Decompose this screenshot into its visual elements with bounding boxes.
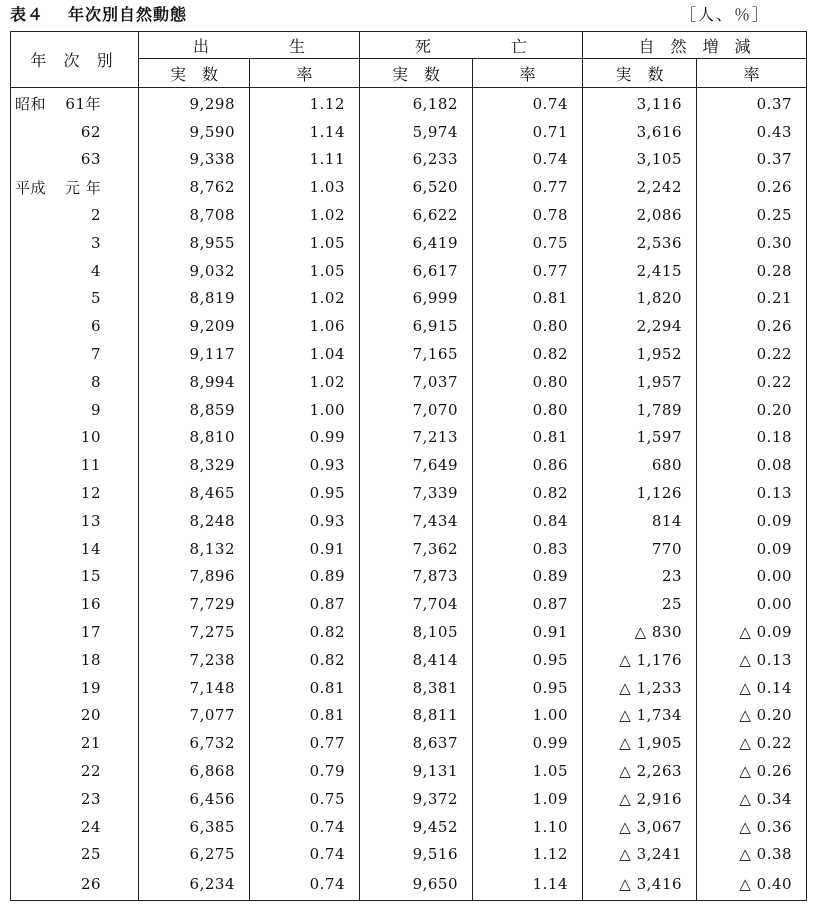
table-row [11, 340, 807, 368]
death-rate-cell: 0.99 [473, 729, 583, 757]
births-count-cell: 8,248 [139, 507, 250, 535]
natural-change-rate-cell: △ 0.26 [697, 757, 807, 785]
table-number: 表４ [10, 5, 45, 24]
births-header: 出 生 [139, 32, 360, 59]
birth-rate-cell: 1.05 [250, 229, 360, 257]
death-rate-cell: 0.84 [473, 507, 583, 535]
natural-change-count-cell: △ 3,416 [583, 868, 697, 901]
births-count-cell: 6,275 [139, 841, 250, 869]
table-row [11, 396, 807, 424]
death-rate-cell: 0.95 [473, 646, 583, 674]
birth-rate-cell: 0.82 [250, 618, 360, 646]
table-row [11, 785, 807, 813]
birth-rate-cell: 1.11 [250, 146, 360, 174]
deaths-header: 死 亡 [360, 32, 583, 59]
births-count-cell: 9,298 [139, 88, 250, 118]
birth-rate-cell: 1.02 [250, 368, 360, 396]
natural-change-count-cell: 23 [583, 563, 697, 591]
natural-change-count-cell: 2,536 [583, 229, 697, 257]
deaths-count-cell: 7,070 [360, 396, 473, 424]
natural-count-header: 実 数 [583, 59, 697, 88]
table-row [11, 618, 807, 646]
deaths-count-cell: 5,974 [360, 118, 473, 146]
year-cell [11, 424, 139, 452]
table-row [11, 118, 807, 146]
deaths-count-cell: 6,915 [360, 312, 473, 340]
natural-change-count-cell: △ 2,263 [583, 757, 697, 785]
table-row [11, 424, 807, 452]
deaths-count-cell: 8,414 [360, 646, 473, 674]
deaths-count-cell: 6,617 [360, 257, 473, 285]
year-cell [11, 285, 139, 313]
natural-change-count-cell: △ 830 [583, 618, 697, 646]
year-cell [11, 507, 139, 535]
births-count-cell: 6,732 [139, 729, 250, 757]
natural-change-rate-cell: △ 0.38 [697, 841, 807, 869]
births-count-cell: 8,955 [139, 229, 250, 257]
table-row [11, 563, 807, 591]
births-count-cell: 7,077 [139, 702, 250, 730]
deaths-count-cell: 7,704 [360, 590, 473, 618]
table-row [11, 868, 807, 901]
death-rate-cell: 0.87 [473, 590, 583, 618]
births-count-cell: 7,729 [139, 590, 250, 618]
births-count-cell: 7,148 [139, 674, 250, 702]
natural-change-count-cell: △ 2,916 [583, 785, 697, 813]
table-body [11, 88, 807, 901]
natural-change-rate-cell: 0.00 [697, 590, 807, 618]
death-rate-cell: 0.81 [473, 285, 583, 313]
year-cell [11, 201, 139, 229]
year-cell [11, 674, 139, 702]
death-rate-cell: 0.82 [473, 340, 583, 368]
birth-rate-cell: 0.82 [250, 646, 360, 674]
deaths-count-cell: 6,419 [360, 229, 473, 257]
year-cell [11, 868, 139, 901]
natural-change-rate-cell: △ 0.20 [697, 702, 807, 730]
natural-change-count-cell: △ 1,905 [583, 729, 697, 757]
death-rate-cell: 1.00 [473, 702, 583, 730]
year-cell [11, 729, 139, 757]
birth-rate-cell: 0.99 [250, 424, 360, 452]
table-row [11, 201, 807, 229]
death-rate-cell: 0.77 [473, 173, 583, 201]
deaths-count-cell: 8,637 [360, 729, 473, 757]
births-count-cell: 8,994 [139, 368, 250, 396]
natural-change-count-cell: 25 [583, 590, 697, 618]
natural-change-rate-cell: △ 0.34 [697, 785, 807, 813]
natural-change-rate-cell: △ 0.09 [697, 618, 807, 646]
natural-change-count-cell: △ 3,241 [583, 841, 697, 869]
death-rate-cell: 0.83 [473, 535, 583, 563]
birth-rate-cell: 0.93 [250, 507, 360, 535]
birth-rate-cell: 1.03 [250, 173, 360, 201]
year-label: 10 [80, 428, 101, 447]
birth-rate-cell: 1.06 [250, 312, 360, 340]
year-label: 22 [80, 762, 101, 781]
natural-change-count-cell: 2,242 [583, 173, 697, 201]
natural-rate-header: 率 [697, 59, 807, 88]
births-count-cell: 7,896 [139, 563, 250, 591]
births-count-cell: 8,465 [139, 479, 250, 507]
table-row [11, 285, 807, 313]
natural-change-count-cell: 3,105 [583, 146, 697, 174]
natural-change-rate-cell: △ 0.40 [697, 868, 807, 901]
natural-change-rate-cell: △ 0.13 [697, 646, 807, 674]
deaths-count-cell: 7,649 [360, 451, 473, 479]
deaths-count-cell: 7,037 [360, 368, 473, 396]
deaths-count-cell: 9,452 [360, 813, 473, 841]
deaths-count-cell: 9,372 [360, 785, 473, 813]
table-row [11, 757, 807, 785]
table-row [11, 88, 807, 118]
year-label: 12 [80, 484, 101, 503]
birth-rate-cell: 0.77 [250, 729, 360, 757]
table-row [11, 173, 807, 201]
natural-change-count-cell: 1,597 [583, 424, 697, 452]
year-cell [11, 257, 139, 285]
birth-rate-cell: 0.91 [250, 535, 360, 563]
year-label: 8 [90, 372, 101, 391]
year-cell [11, 229, 139, 257]
natural-change-rate-cell: 0.26 [697, 312, 807, 340]
year-cell [11, 757, 139, 785]
natural-change-rate-cell: 0.22 [697, 340, 807, 368]
births-rate-header: 率 [250, 59, 360, 88]
deaths-count-cell: 6,999 [360, 285, 473, 313]
deaths-count-cell: 7,213 [360, 424, 473, 452]
natural-change-rate-cell: △ 0.22 [697, 729, 807, 757]
natural-change-rate-cell: 0.25 [697, 201, 807, 229]
natural-change-count-cell: △ 1,233 [583, 674, 697, 702]
year-label: 3 [90, 233, 101, 252]
natural-change-rate-cell: 0.13 [697, 479, 807, 507]
natural-change-count-cell: 1,126 [583, 479, 697, 507]
birth-rate-cell: 0.95 [250, 479, 360, 507]
unit-label: ［人、％］ [679, 5, 770, 24]
deaths-count-cell: 8,381 [360, 674, 473, 702]
year-label: 18 [80, 650, 101, 669]
table-row [11, 479, 807, 507]
table-row [11, 590, 807, 618]
year-label: 23 [80, 789, 101, 808]
natural-change-count-cell: 814 [583, 507, 697, 535]
natural-change-count-cell: 2,086 [583, 201, 697, 229]
death-rate-cell: 0.89 [473, 563, 583, 591]
year-label: 24 [80, 817, 101, 836]
natural-change-rate-cell: 0.37 [697, 146, 807, 174]
year-label: 20 [80, 706, 101, 725]
table-row [11, 674, 807, 702]
birth-rate-cell: 0.89 [250, 563, 360, 591]
natural-change-count-cell: 1,952 [583, 340, 697, 368]
deaths-count-cell: 7,873 [360, 563, 473, 591]
year-label: 62 [80, 122, 101, 141]
year-label: 9 [90, 400, 101, 419]
natural-change-count-cell: △ 1,176 [583, 646, 697, 674]
natural-change-rate-cell: 0.37 [697, 88, 807, 118]
year-label: 5 [90, 289, 101, 308]
year-label: 4 [90, 261, 101, 280]
death-rate-cell: 0.74 [473, 146, 583, 174]
table-row [11, 451, 807, 479]
year-label: 6 [90, 317, 101, 336]
births-count-cell: 6,868 [139, 757, 250, 785]
year-label: 26 [80, 875, 101, 894]
deaths-rate-header: 率 [473, 59, 583, 88]
year-label: 14 [80, 539, 101, 558]
deaths-count-cell: 7,362 [360, 535, 473, 563]
deaths-count-cell: 9,516 [360, 841, 473, 869]
death-rate-cell: 0.74 [473, 88, 583, 118]
natural-change-rate-cell: 0.09 [697, 535, 807, 563]
births-count-cell: 7,275 [139, 618, 250, 646]
natural-change-rate-cell: 0.28 [697, 257, 807, 285]
births-count-cell: 8,708 [139, 201, 250, 229]
births-count-cell: 8,819 [139, 285, 250, 313]
deaths-count-cell: 7,339 [360, 479, 473, 507]
natural-change-rate-cell: 0.43 [697, 118, 807, 146]
birth-rate-cell: 0.93 [250, 451, 360, 479]
table-row [11, 229, 807, 257]
births-count-cell: 9,209 [139, 312, 250, 340]
natural-change-rate-cell: 0.22 [697, 368, 807, 396]
year-cell [11, 312, 139, 340]
year-label: 19 [80, 678, 101, 697]
natural-change-rate-cell: 0.30 [697, 229, 807, 257]
birth-rate-cell: 0.74 [250, 813, 360, 841]
death-rate-cell: 0.71 [473, 118, 583, 146]
birth-rate-cell: 0.79 [250, 757, 360, 785]
births-count-cell: 6,385 [139, 813, 250, 841]
natural-change-count-cell: 1,789 [583, 396, 697, 424]
natural-change-header: 自 然 増 減 [583, 32, 807, 59]
natural-change-rate-cell: 0.26 [697, 173, 807, 201]
natural-change-count-cell: 770 [583, 535, 697, 563]
deaths-count-cell: 7,434 [360, 507, 473, 535]
deaths-count-header: 実 数 [360, 59, 473, 88]
year-cell [11, 368, 139, 396]
birth-rate-cell: 1.00 [250, 396, 360, 424]
table-row [11, 146, 807, 174]
year-label: 16 [80, 595, 101, 614]
natural-change-rate-cell: △ 0.36 [697, 813, 807, 841]
year-cell [11, 340, 139, 368]
year-label: 25 [80, 845, 101, 864]
births-count-cell: 9,590 [139, 118, 250, 146]
birth-rate-cell: 0.74 [250, 841, 360, 869]
births-count-cell: 8,810 [139, 424, 250, 452]
natural-change-rate-cell: 0.09 [697, 507, 807, 535]
deaths-count-cell: 9,131 [360, 757, 473, 785]
death-rate-cell: 1.05 [473, 757, 583, 785]
year-cell [11, 563, 139, 591]
table-title [10, 3, 187, 27]
year-cell [11, 646, 139, 674]
death-rate-cell: 0.81 [473, 424, 583, 452]
deaths-count-cell: 6,182 [360, 88, 473, 118]
table-row [11, 507, 807, 535]
era-label: 平成 [15, 178, 47, 197]
natural-change-rate-cell: 0.00 [697, 563, 807, 591]
natural-change-count-cell: 2,415 [583, 257, 697, 285]
table-row [11, 702, 807, 730]
year-cell [11, 590, 139, 618]
natural-change-rate-cell: 0.21 [697, 285, 807, 313]
natural-change-count-cell: △ 3,067 [583, 813, 697, 841]
table-row [11, 813, 807, 841]
birth-rate-cell: 0.87 [250, 590, 360, 618]
table-row [11, 729, 807, 757]
birth-rate-cell: 1.04 [250, 340, 360, 368]
year-label: 7 [90, 345, 101, 364]
death-rate-cell: 0.77 [473, 257, 583, 285]
natural-change-count-cell: 1,820 [583, 285, 697, 313]
births-count-cell: 9,338 [139, 146, 250, 174]
death-rate-cell: 0.82 [473, 479, 583, 507]
deaths-count-cell: 6,233 [360, 146, 473, 174]
birth-rate-cell: 0.75 [250, 785, 360, 813]
birth-rate-cell: 1.14 [250, 118, 360, 146]
year-label: 11 [80, 456, 101, 475]
birth-rate-cell: 1.02 [250, 285, 360, 313]
births-count-cell: 6,456 [139, 785, 250, 813]
deaths-count-cell: 8,105 [360, 618, 473, 646]
natural-change-rate-cell: △ 0.14 [697, 674, 807, 702]
year-label: 61年 [65, 95, 101, 114]
year-cell [11, 813, 139, 841]
death-rate-cell: 0.78 [473, 201, 583, 229]
year-cell [11, 479, 139, 507]
era-label: 昭和 [15, 95, 47, 114]
births-count-cell: 8,132 [139, 535, 250, 563]
births-count-cell: 9,032 [139, 257, 250, 285]
natural-change-rate-cell: 0.18 [697, 424, 807, 452]
births-count-cell: 9,117 [139, 340, 250, 368]
births-count-cell: 8,762 [139, 173, 250, 201]
natural-change-count-cell: 3,616 [583, 118, 697, 146]
year-label: 63 [80, 150, 101, 169]
death-rate-cell: 0.80 [473, 368, 583, 396]
vital-statistics-table [10, 31, 807, 901]
deaths-count-cell: 6,520 [360, 173, 473, 201]
death-rate-cell: 1.10 [473, 813, 583, 841]
year-label: 元 年 [65, 178, 102, 197]
year-cell [11, 618, 139, 646]
year-label: 13 [80, 511, 101, 530]
table-row [11, 646, 807, 674]
birth-rate-cell: 0.81 [250, 702, 360, 730]
year-cell [11, 535, 139, 563]
year-header: 年 次 別 [11, 32, 139, 88]
table-row [11, 841, 807, 869]
death-rate-cell: 1.09 [473, 785, 583, 813]
table-row [11, 368, 807, 396]
year-cell [11, 173, 139, 201]
births-count-cell: 7,238 [139, 646, 250, 674]
deaths-count-cell: 7,165 [360, 340, 473, 368]
natural-change-count-cell: 1,957 [583, 368, 697, 396]
natural-change-count-cell: 3,116 [583, 88, 697, 118]
natural-change-count-cell: △ 1,734 [583, 702, 697, 730]
year-cell [11, 396, 139, 424]
natural-change-rate-cell: 0.20 [697, 396, 807, 424]
deaths-count-cell: 9,650 [360, 868, 473, 901]
table-row [11, 535, 807, 563]
year-label: 2 [90, 206, 101, 225]
deaths-count-cell: 6,622 [360, 201, 473, 229]
natural-change-count-cell: 680 [583, 451, 697, 479]
death-rate-cell: 1.14 [473, 868, 583, 901]
year-cell [11, 785, 139, 813]
year-label: 17 [80, 623, 101, 642]
death-rate-cell: 0.95 [473, 674, 583, 702]
year-cell [11, 118, 139, 146]
year-cell [11, 702, 139, 730]
death-rate-cell: 1.12 [473, 841, 583, 869]
birth-rate-cell: 0.74 [250, 868, 360, 901]
birth-rate-cell: 0.81 [250, 674, 360, 702]
table-title-text: 年次別自然動態 [68, 5, 188, 24]
table-row [11, 257, 807, 285]
natural-change-rate-cell: 0.08 [697, 451, 807, 479]
births-count-cell: 8,859 [139, 396, 250, 424]
births-count-cell: 8,329 [139, 451, 250, 479]
birth-rate-cell: 1.12 [250, 88, 360, 118]
year-label: 21 [80, 734, 101, 753]
year-cell [11, 88, 139, 118]
births-count-header: 実 数 [139, 59, 250, 88]
year-label: 15 [80, 567, 101, 586]
year-cell [11, 146, 139, 174]
births-count-cell: 6,234 [139, 868, 250, 901]
year-cell [11, 841, 139, 869]
table-row [11, 312, 807, 340]
birth-rate-cell: 1.02 [250, 201, 360, 229]
death-rate-cell: 0.86 [473, 451, 583, 479]
death-rate-cell: 0.80 [473, 312, 583, 340]
death-rate-cell: 0.80 [473, 396, 583, 424]
year-cell [11, 451, 139, 479]
birth-rate-cell: 1.05 [250, 257, 360, 285]
natural-change-count-cell: 2,294 [583, 312, 697, 340]
death-rate-cell: 0.91 [473, 618, 583, 646]
deaths-count-cell: 8,811 [360, 702, 473, 730]
death-rate-cell: 0.75 [473, 229, 583, 257]
